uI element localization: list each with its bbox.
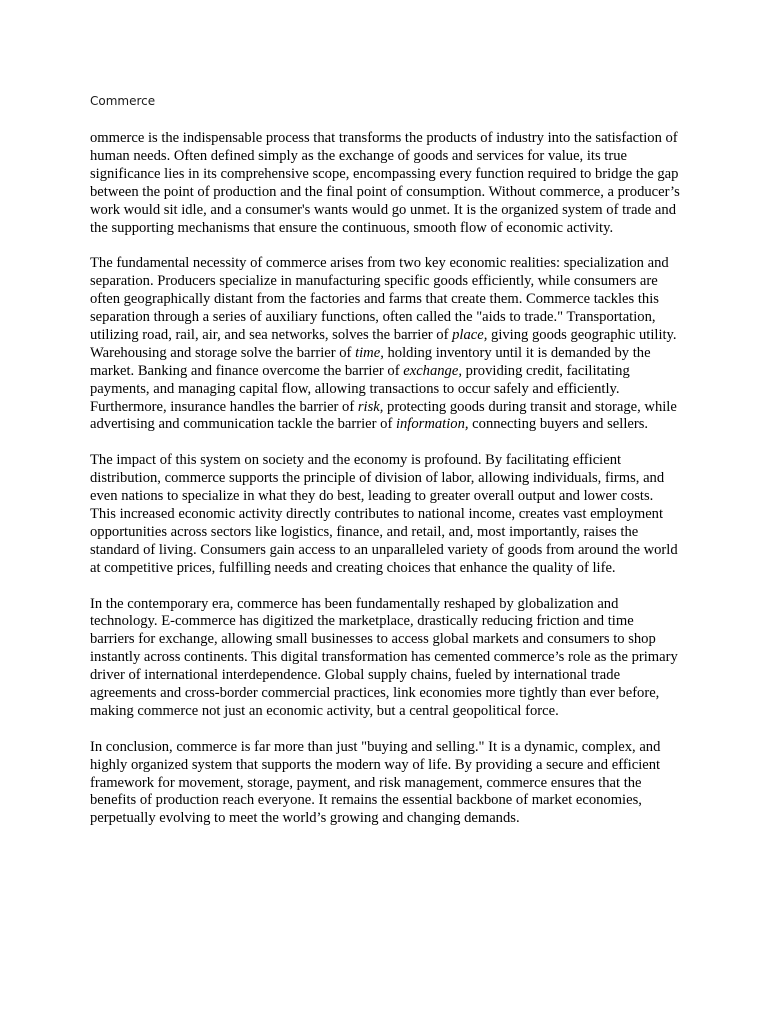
text-run: providing credit, facilitating payments, and managing capital flow, allowing transactions to occur safely and efficiently. Furthermore, insurance handles the barrier of [90,362,630,415]
text-run: ommerce is the indispensable process that transforms the products of industry into the satisfaction of human needs. Often defined simply as the exchange of goods and services for value, its true significance lies in its comprehensive scope, encompassing every function required to bridge the gap between the point of production and the final point of consumption. Without commerce, a producer’s work would sit idle, and a consumer's wants would go unmet. It is the organized system of trade and the supporting mechanisms that ensure the continuous, smooth flow of economic activity. [90,130,680,236]
text-run: The impact of this system on society and the economy is profound. By facilitating efficient distribution, commerce supports the principle of division of labor, allowing individuals, firms, and even nations to specialize in what they do best, leading to greater overall output and lower costs. This increased economic activity directly contributes to national income, creates vast employment opportunities across sectors like logistics, finance, and retail, and, most importantly, raises the standard of living. Consumers gain access to an unparalleled variety of goods from around the world at competitive prices, fulfilling needs and creating choices that enhance the quality of life. [90,452,678,576]
emphasized-text: risk, [357,398,384,415]
paragraph [90,739,680,829]
emphasized-text: exchange, [403,362,462,379]
paragraph [90,596,680,721]
text-run: The fundamental necessity of commerce arises from two key economic realities: specialization and separation. Producers specialize in manufacturing specific goods efficiently, while consumers are often geographically distant from the factories and farms that create them. Commerce tackles this separation through a series of auxiliary functions, often called the "aids to trade." Transportation, utilizing road, rail, air, and sea networks, solves the barrier of [90,255,669,343]
document-title: Commerce [90,94,156,108]
paragraph [90,452,680,577]
emphasized-text: time, [355,344,384,361]
text-run: holding inventory until it is demanded by the market. Banking and finance overcome the barrier of [90,344,651,379]
text-run: connecting buyers and sellers. [468,416,649,433]
emphasized-text: information, [395,416,469,433]
text-run: giving goods geographic utility. Warehousing and storage solve the barrier of [90,326,677,361]
text-run: In the contemporary era, commerce has been fundamentally reshaped by globalization and technology. E-commerce has digitized the marketplace, drastically reducing friction and time barriers for exchange, allowing small businesses to access global markets and consumers to shop instantly across continents. This digital transformation has cemented commerce’s role as the primary driver of international interdependence. Global supply chains, fueled by international trade agreements and cross-border commercial practices, link economies more tightly than ever before, making commerce not just an economic activity, but a central geopolitical force. [90,595,678,719]
text-run: protecting goods during transit and storage, while advertising and communication tackle the barrier of [90,398,677,433]
emphasized-text: place, [452,326,488,343]
document-body [90,130,680,846]
paragraph [90,255,680,434]
paragraph [90,130,680,237]
text-run: In conclusion, commerce is far more than just "buying and selling." It is a dynamic, complex, and highly organized system that supports the modern way of life. By providing a secure and efficient framework for movement, storage, payment, and risk management, commerce ensures that the benefits of production reach everyone. It remains the essential backbone of market economies, perpetually evolving to meet the world’s growing and changing demands. [90,738,661,827]
